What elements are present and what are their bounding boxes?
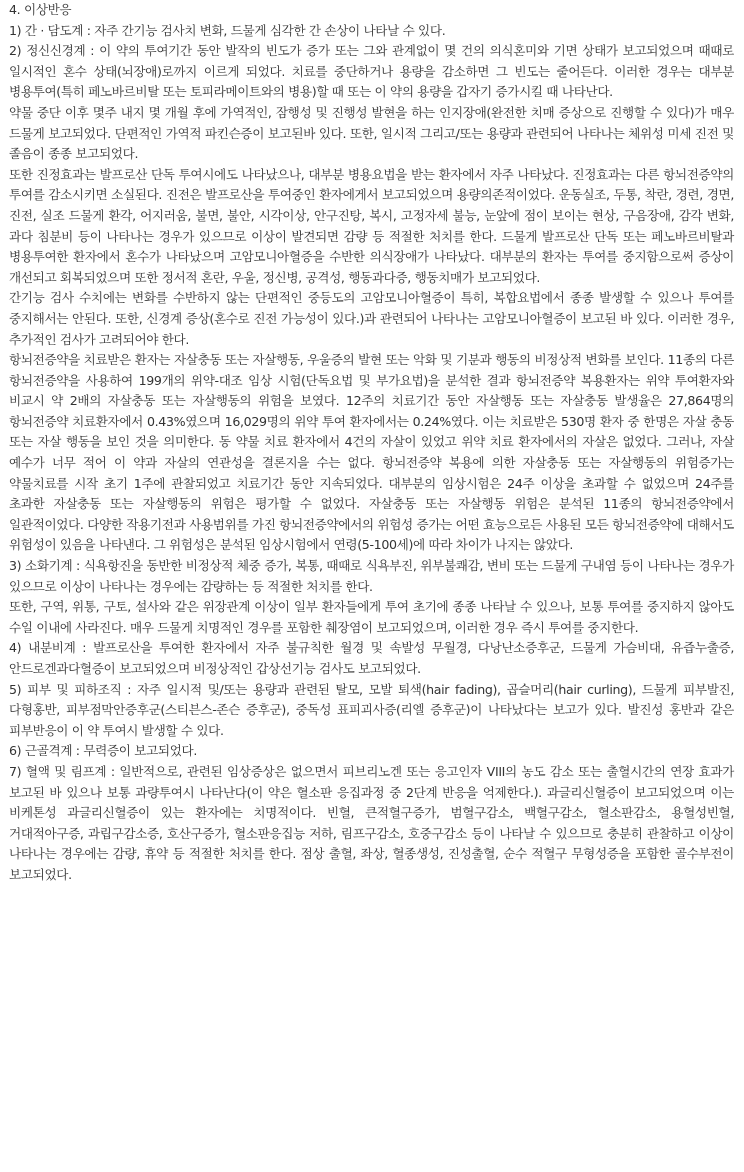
paragraph-blood-lymphatic: 7) 혈액 및 림프계 : 일반적으로, 관련된 임상증상은 없으면서 피브리노겐 또는 응고인자 VIII의 농도 감소 또는 출혈시간의 연장 효과가 보고된 바 있으나 보통 과량투여시 나타난다(이 약은 혈소판 응집과정 중 2단계 반응을 억제한다.). 과글리신혈증이 보고되었으며 이는 비케톤성 과글리신혈증이 있는 환자에는 치명적이다. 빈혈, 큰적혈구증가, 범혈구감소, 백혈구감소, 혈소판감소, 용혈성빈혈, 거대적아구증, 과립구감소증, 호산구증가, 혈소판응집능 저하, 림프구감소, 호중구감소 등이 나타날 수 있으므로 충분히 관찰하고 이상이 나타나는 경우에는 감량, 휴약 등 적절한 처치를 한다. 점상 출혈, 좌상, 혈종생성, 진성출혈, 순수 적혈구 무형성증을 포함한 골수부전이 보고되었다. xyxy=(9,763,734,882)
paragraph-musculoskeletal: 6) 근골격계 : 무력증이 보고되었다. xyxy=(9,743,197,759)
paragraph-suicidality: 항뇌전증약을 치료받은 환자는 자살충동 또는 자살행동, 우울증의 발현 또는 악화 및 기분과 행동의 비정상적 변화를 보인다. 11종의 다른 항뇌전증약을 사용하여 199개의 위약-대조 임상 시험(단독요법 및 부가요법)을 분석한 결과 항뇌전증약 복용환자는 위약 투여환자와 비교시 약 2배의 자살충동 또는 자살행동의 위험을 보였다. 12주의 치료기간 동안 자살행동 또는 자살충동 발생율은 27,864명의 항뇌전증약 치료환자에서 0.43%였으며 16,029명의 위약 투여 환자에서는 0.24%였다. 이는 치료받은 530명 환자 중 한명은 자살 충동 또는 자살 행동을 보인 것을 의미한다. 동 약물 치료 환자에서 4건의 자살이 있었고 위약 치료 환자에서의 자살은 없었다. 그러나, 자살 예수가 너무 적어 이 약과 자살의 연관성을 결론지을 수는 없다. 항뇌전증약 복용에 의한 자살충동 또는 자살행동의 위험증가는 약물치료를 시작 초기 1주에 관찰되었고 치료기간 동안 지속되었다. 대부분의 임상시험은 24주 이상을 초과할 수 없었으며 24주를 초과한 자살충동 또는 자살행동의 위험은 평가할 수 없었다. 자살충동 또는 자살행동 위험은 분석된 11종의 항뇌전증약에서 일관적이었다. 다양한 작용기전과 사용범위를 가진 항뇌전증약에서의 위험성 증가는 어떤 효능으로든 사용된 모든 항뇌전증약에 대해서도 위험성이 있음을 나타낸다. 그 위험성은 분석된 임상시험에서 연령(5-100세)에 따라 차이가 나지는 않았다. xyxy=(9,352,734,553)
paragraph-hyperammonemia: 간기능 검사 수치에는 변화를 수반하지 않는 단편적인 중등도의 고암모니아혈증이 특히, 복합요법에서 종종 발생할 수 있으나 투여를 중지해서는 안된다. 또한, 신경계 증상(혼수로 진전 가능성이 있다.)과 관련되어 나타나는 고암모니아혈증이 보고된 바 있다. 이러한 경우, 추가적인 검사가 고려되어야 한다. xyxy=(9,290,734,347)
paragraph-skin: 5) 피부 및 피하조직 : 자주 일시적 및/또는 용량과 관련된 탈모, 모발 퇴색(hair fading), 곱슬머리(hair curling), 드물게 피부발진, 다형홍반, 피부점막안증후군(스티븐스-존슨 증후군), 중독성 표피괴사증(리엘 증후군)이 나타났다는 보고가 있다. 발진성 홍반과 같은 피부반응이 이 약 투여시 발생할 수 있다. xyxy=(9,681,734,738)
section-title: 4. 이상반응 xyxy=(9,2,72,17)
paragraph-endocrine: 4) 내분비계 : 발프로산을 투여한 환자에서 자주 불규칙한 월경 및 속발성 무월경, 다낭난소증후군, 드물게 가슴비대, 유즙누출증, 안드로겐과다혈증이 보고되었으며 비정상적인 갑상선기능 검사도 보고되었다. xyxy=(9,640,734,676)
paragraph-hepatobiliary: 1) 간 · 담도계 : 자주 간기능 검사치 변화, 드물게 심각한 간 손상이 나타날 수 있다. xyxy=(9,22,446,38)
paragraph-gastrointestinal: 또한, 구역, 위통, 구토, 설사와 같은 위장관계 이상이 일부 환자들에게 투여 초기에 종종 나타날 수 있으나, 보통 투여를 중지하지 않아도 수일 이내에 사라진다. 매우 드물게 치명적인 경우를 포함한 췌장염이 보고되었으며, 이러한 경우 즉시 투여를 중지한다. xyxy=(9,599,734,635)
paragraph-digestive: 3) 소화기계 : 식욕항진을 동반한 비정상적 체중 증가, 복통, 때때로 식욕부진, 위부불쾌감, 변비 또는 드물게 구내염 등이 나타나는 경우가 있으므로 이상이 나타나는 경우에는 감량하는 등 적절한 처치를 한다. xyxy=(9,558,734,594)
paragraph-neuropsychiatric: 2) 정신신경계 : 이 약의 투여기간 동안 발작의 빈도가 증가 또는 그와 관계없이 몇 건의 의식혼미와 기면 상태가 보고되었으며 때때로 일시적인 혼수 상태(뇌장애)로까지 이르게 되었다. 치료를 중단하거나 용량을 감소하면 그 빈도는 줄어든다. 이러한 경우는 대부분 병용투여(특히 페노바르비탈 또는 토피라메이트와의 병용)할 때 또는 이 약의 용량을 갑자기 증가시킬 때 나타난다. xyxy=(9,43,734,100)
paragraph-cognitive-disorder: 약물 중단 이후 몇주 내지 몇 개월 후에 가역적인, 잠행성 및 진행성 발현을 하는 인지장애(완전한 치매 증상으로 진행할 수 있다)가 매우 드물게 보고되었다. 단편적인 가역적 파킨슨증이 보고된바 있다. 또한, 일시적 그리고/또는 용량과 관련되어 나타나는 체위성 미세 진전 및 졸음이 종종 보고되었다. xyxy=(9,104,734,162)
paragraph-sedation: 또한 진정효과는 발프로산 단독 투여시에도 나타났으나, 대부분 병용요법을 받는 환자에서 자주 나타났다. 진정효과는 다른 항뇌전증약의 투여를 감소시키면 소실된다. 진전은 발프로산을 투여중인 환자에게서 보고되었으며 용량의존적이었다. 운동실조, 두통, 착란, 경련, 경면, 진전, 실조 드물게 환각, 어지러움, 불면, 불안, 시각이상, 안구진탕, 복시, 고정자세 불능, 눈앞에 점이 보이는 현상, 구음장애, 감각 변화, 과다 침분비 등이 나타나는 경우가 있으므로 이상이 발견되면 감량 등 적절한 처치를 한다. 드물게 발프로산 단독 또는 페노바르비탈과 병용투여한 환자에서 혼수가 나타났으며 고암모니아혈증을 수반한 의식장애가 나타났다. 대부분의 환자는 투여를 중지함으로써 증상이 개선되고 회복되었으며 또한 정서적 혼란, 우울, 정신병, 공격성, 행동과다증, 행동치매가 보고되었다. xyxy=(9,166,734,285)
